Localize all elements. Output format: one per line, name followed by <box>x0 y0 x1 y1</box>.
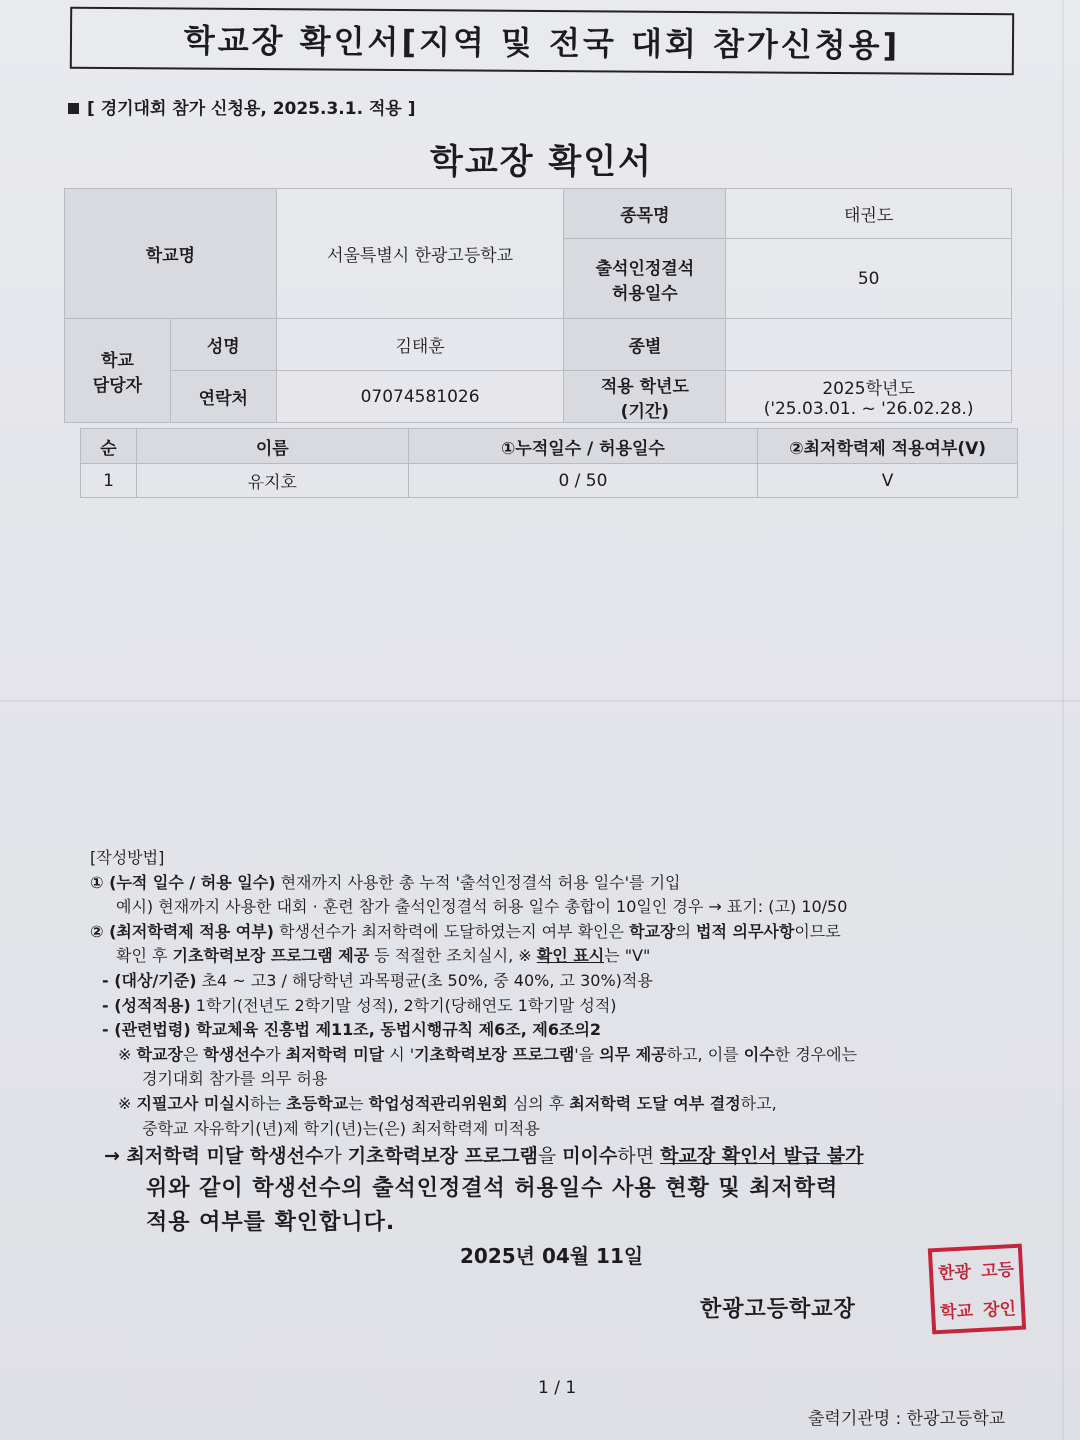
issue-date: 2025년 04월 11일 <box>460 1244 644 1268</box>
absence-label-line1: 출석인정결석 <box>595 258 695 279</box>
form-label-text: [ 경기대회 참가 신청용, 2025.3.1. 적용 ] <box>87 99 416 119</box>
l10g: 심의 후 <box>507 1093 570 1113</box>
row-no: 1 <box>81 464 137 498</box>
school-name-label: 학교명 <box>65 189 277 319</box>
l8c: 은 <box>182 1044 204 1064</box>
col-header-applied: ②최저학력제 적용여부(V) <box>758 429 1018 464</box>
l8h: 기초학력보장 프로그램 <box>414 1044 575 1064</box>
instruction-line-12 <box>104 1141 1030 1171</box>
col-header-no: 순 <box>81 429 137 464</box>
instruction-line-5 <box>90 969 1030 994</box>
header-title: 학교장 확인서[지역 및 전국 대회 참가신청용] <box>183 21 901 65</box>
l5b: 초4 ~ 고3 / 해당학년 과목평균(초 50%, 중 40%, 고 30%)적용 <box>196 970 653 990</box>
l8b: 학교장 <box>136 1044 183 1064</box>
sport-value: 태권도 <box>726 189 1012 239</box>
l3f: 이므로 <box>794 921 841 941</box>
year-value <box>726 371 1012 423</box>
l12f: 미이수 <box>562 1145 618 1168</box>
l10e: 는 <box>348 1093 369 1113</box>
fold-crease-vertical <box>1062 0 1064 1440</box>
instructions-title: [작성방법] <box>90 848 165 867</box>
l12g: 하면 <box>617 1145 661 1168</box>
l4d: 확인 표시 <box>536 946 605 966</box>
l7a: - (관련법령) <box>102 1020 191 1040</box>
l8g: 시 ' <box>384 1044 415 1064</box>
l8d: 학생선수 <box>203 1044 266 1064</box>
seal-char-4: 장인 <box>982 1298 1017 1321</box>
l10d: 초등학교 <box>286 1093 349 1113</box>
row-days: 0 / 50 <box>408 464 758 498</box>
fold-crease-horizontal <box>0 700 1080 702</box>
seal-char-2: 고등 <box>980 1260 1015 1282</box>
info-table <box>64 188 1012 423</box>
table-row <box>81 464 1018 498</box>
l12d: 기초학력보장 프로그램 <box>347 1145 538 1168</box>
year-value-line1: 2025학년도 <box>822 379 915 399</box>
instruction-line-10 <box>90 1092 1030 1117</box>
phone-value: 07074581026 <box>276 371 564 423</box>
l12e: 을 <box>537 1145 563 1168</box>
row-name: 유지호 <box>136 464 408 498</box>
page-number: 1 / 1 <box>538 1378 577 1398</box>
col-header-days: ①누적일수 / 허용일수 <box>408 429 758 464</box>
contact-label-line2: 담당자 <box>92 375 143 396</box>
document-title: 학교장 확인서 <box>430 142 653 182</box>
l10b: 지필고사 미실시 <box>136 1093 251 1113</box>
instruction-line-8 <box>90 1043 1030 1068</box>
principal-name: 한광고등학교장 <box>700 1297 856 1322</box>
instruction-line-3 <box>90 920 1030 945</box>
l8i: '을 <box>574 1044 600 1064</box>
l8m: 한 경우에는 <box>774 1044 858 1064</box>
seal-char-3: 학교 <box>939 1301 974 1323</box>
l8f: 최저학력 미달 <box>285 1044 385 1064</box>
name-label: 성명 <box>170 319 276 371</box>
l3b: 학생선수가 최저학력에 도달하였는지 여부 확인은 <box>274 921 630 941</box>
l4b: 기초학력보장 프로그램 제공 <box>172 946 370 966</box>
l3a: ② (최저학력제 적용 여부) <box>90 921 274 941</box>
year-label <box>564 371 726 423</box>
instruction-line-9: 경기대회 참가를 의무 허용 <box>142 1069 328 1089</box>
sport-label: 종목명 <box>564 189 726 239</box>
contact-label-line1: 학교 <box>101 350 134 371</box>
square-bullet-icon <box>68 103 79 114</box>
l3e: 법적 의무사항 <box>696 921 795 941</box>
instruction-line-7 <box>90 1018 1030 1043</box>
l8e: 가 <box>265 1044 286 1064</box>
l8j: 의무 제공 <box>599 1044 667 1064</box>
issuer-label: 출력기관명 : 한광고등학교 <box>808 1409 1006 1429</box>
header-title-box <box>70 7 1014 76</box>
instruction-line-1 <box>90 871 1030 896</box>
seal-char-1: 한광 <box>937 1262 972 1284</box>
confirm-line-2: 적용 여부를 확인합니다. <box>146 1210 396 1235</box>
l12b: 최저학력 미달 학생선수 <box>126 1145 324 1168</box>
official-seal-stamp <box>928 1244 1026 1335</box>
l10h: 최저학력 도달 여부 결정 <box>569 1093 741 1113</box>
year-label-line2: (기간) <box>620 401 670 422</box>
l8l: 이수 <box>743 1044 775 1064</box>
student-table-header <box>81 429 1018 464</box>
phone-label: 연락처 <box>170 371 276 423</box>
instructions-section <box>90 846 1030 1171</box>
gender-label: 종별 <box>564 319 726 371</box>
l8a: ※ <box>118 1044 137 1064</box>
l10c: 하는 <box>250 1093 287 1113</box>
l3c: 학교장 <box>629 921 676 941</box>
l4a: 확인 후 <box>116 946 173 966</box>
year-label-line1: 적용 학년도 <box>600 376 689 397</box>
contact-person-label <box>65 319 171 423</box>
school-name-value: 서울특별시 한광고등학교 <box>276 189 564 319</box>
absence-days-label <box>564 239 726 319</box>
l12h: 학교장 확인서 발급 불가 <box>660 1145 864 1168</box>
confirmation-statement <box>146 1172 838 1240</box>
confirm-line-1: 위와 같이 학생선수의 출석인정결석 허용일수 사용 현황 및 최저학력 <box>146 1176 839 1201</box>
l10a: ※ <box>118 1093 137 1113</box>
name-value: 김태훈 <box>276 319 564 371</box>
l8k: 하고, 이를 <box>666 1044 744 1064</box>
l3d: 의 <box>675 921 697 941</box>
l6b: 1학기(전년도 2학기말 성적), 2학기(당해연도 1학기말 성적) <box>190 995 617 1015</box>
instruction-line-6 <box>90 994 1030 1019</box>
l12c: 가 <box>323 1145 348 1168</box>
instruction-line-11: 중학교 자유학기(년)제 학기(년)는(은) 최저학력제 미적용 <box>142 1118 540 1138</box>
year-value-line2: ('25.03.01. ~ '26.02.28.) <box>763 399 974 419</box>
l7b: 학교체육 진흥법 제11조, 동법시행규칙 제6조, 제6조의2 <box>190 1020 602 1040</box>
student-table <box>80 428 1018 498</box>
l10i: 하고, <box>740 1093 777 1113</box>
l1a: ① (누적 일수 / 허용 일수) <box>90 872 276 892</box>
absence-days-value: 50 <box>726 239 1012 319</box>
instruction-line-2: 예시) 현재까지 사용한 대회 · 훈련 참가 출석인정결석 허용 일수 총합이 10일인 경우 → 표기: (고) 10/50 <box>116 897 848 917</box>
l5a: - (대상/기준) <box>102 970 197 990</box>
l4e: 는 "V" <box>604 946 651 966</box>
l6a: - (성적적용) <box>102 995 191 1015</box>
row-applied: V <box>758 464 1018 498</box>
absence-label-line2: 허용일수 <box>612 283 678 304</box>
col-header-name: 이름 <box>136 429 408 464</box>
form-label <box>68 94 416 119</box>
l10f: 학업성적관리위원회 <box>368 1093 508 1113</box>
gender-value <box>726 319 1012 371</box>
instruction-line-4 <box>90 944 1030 969</box>
l12a: → <box>104 1145 127 1168</box>
l1b: 현재까지 사용한 총 누적 '출석인정결석 허용 일수'를 기입 <box>275 872 681 892</box>
l4c: 등 적절한 조치실시, ※ <box>369 946 537 966</box>
